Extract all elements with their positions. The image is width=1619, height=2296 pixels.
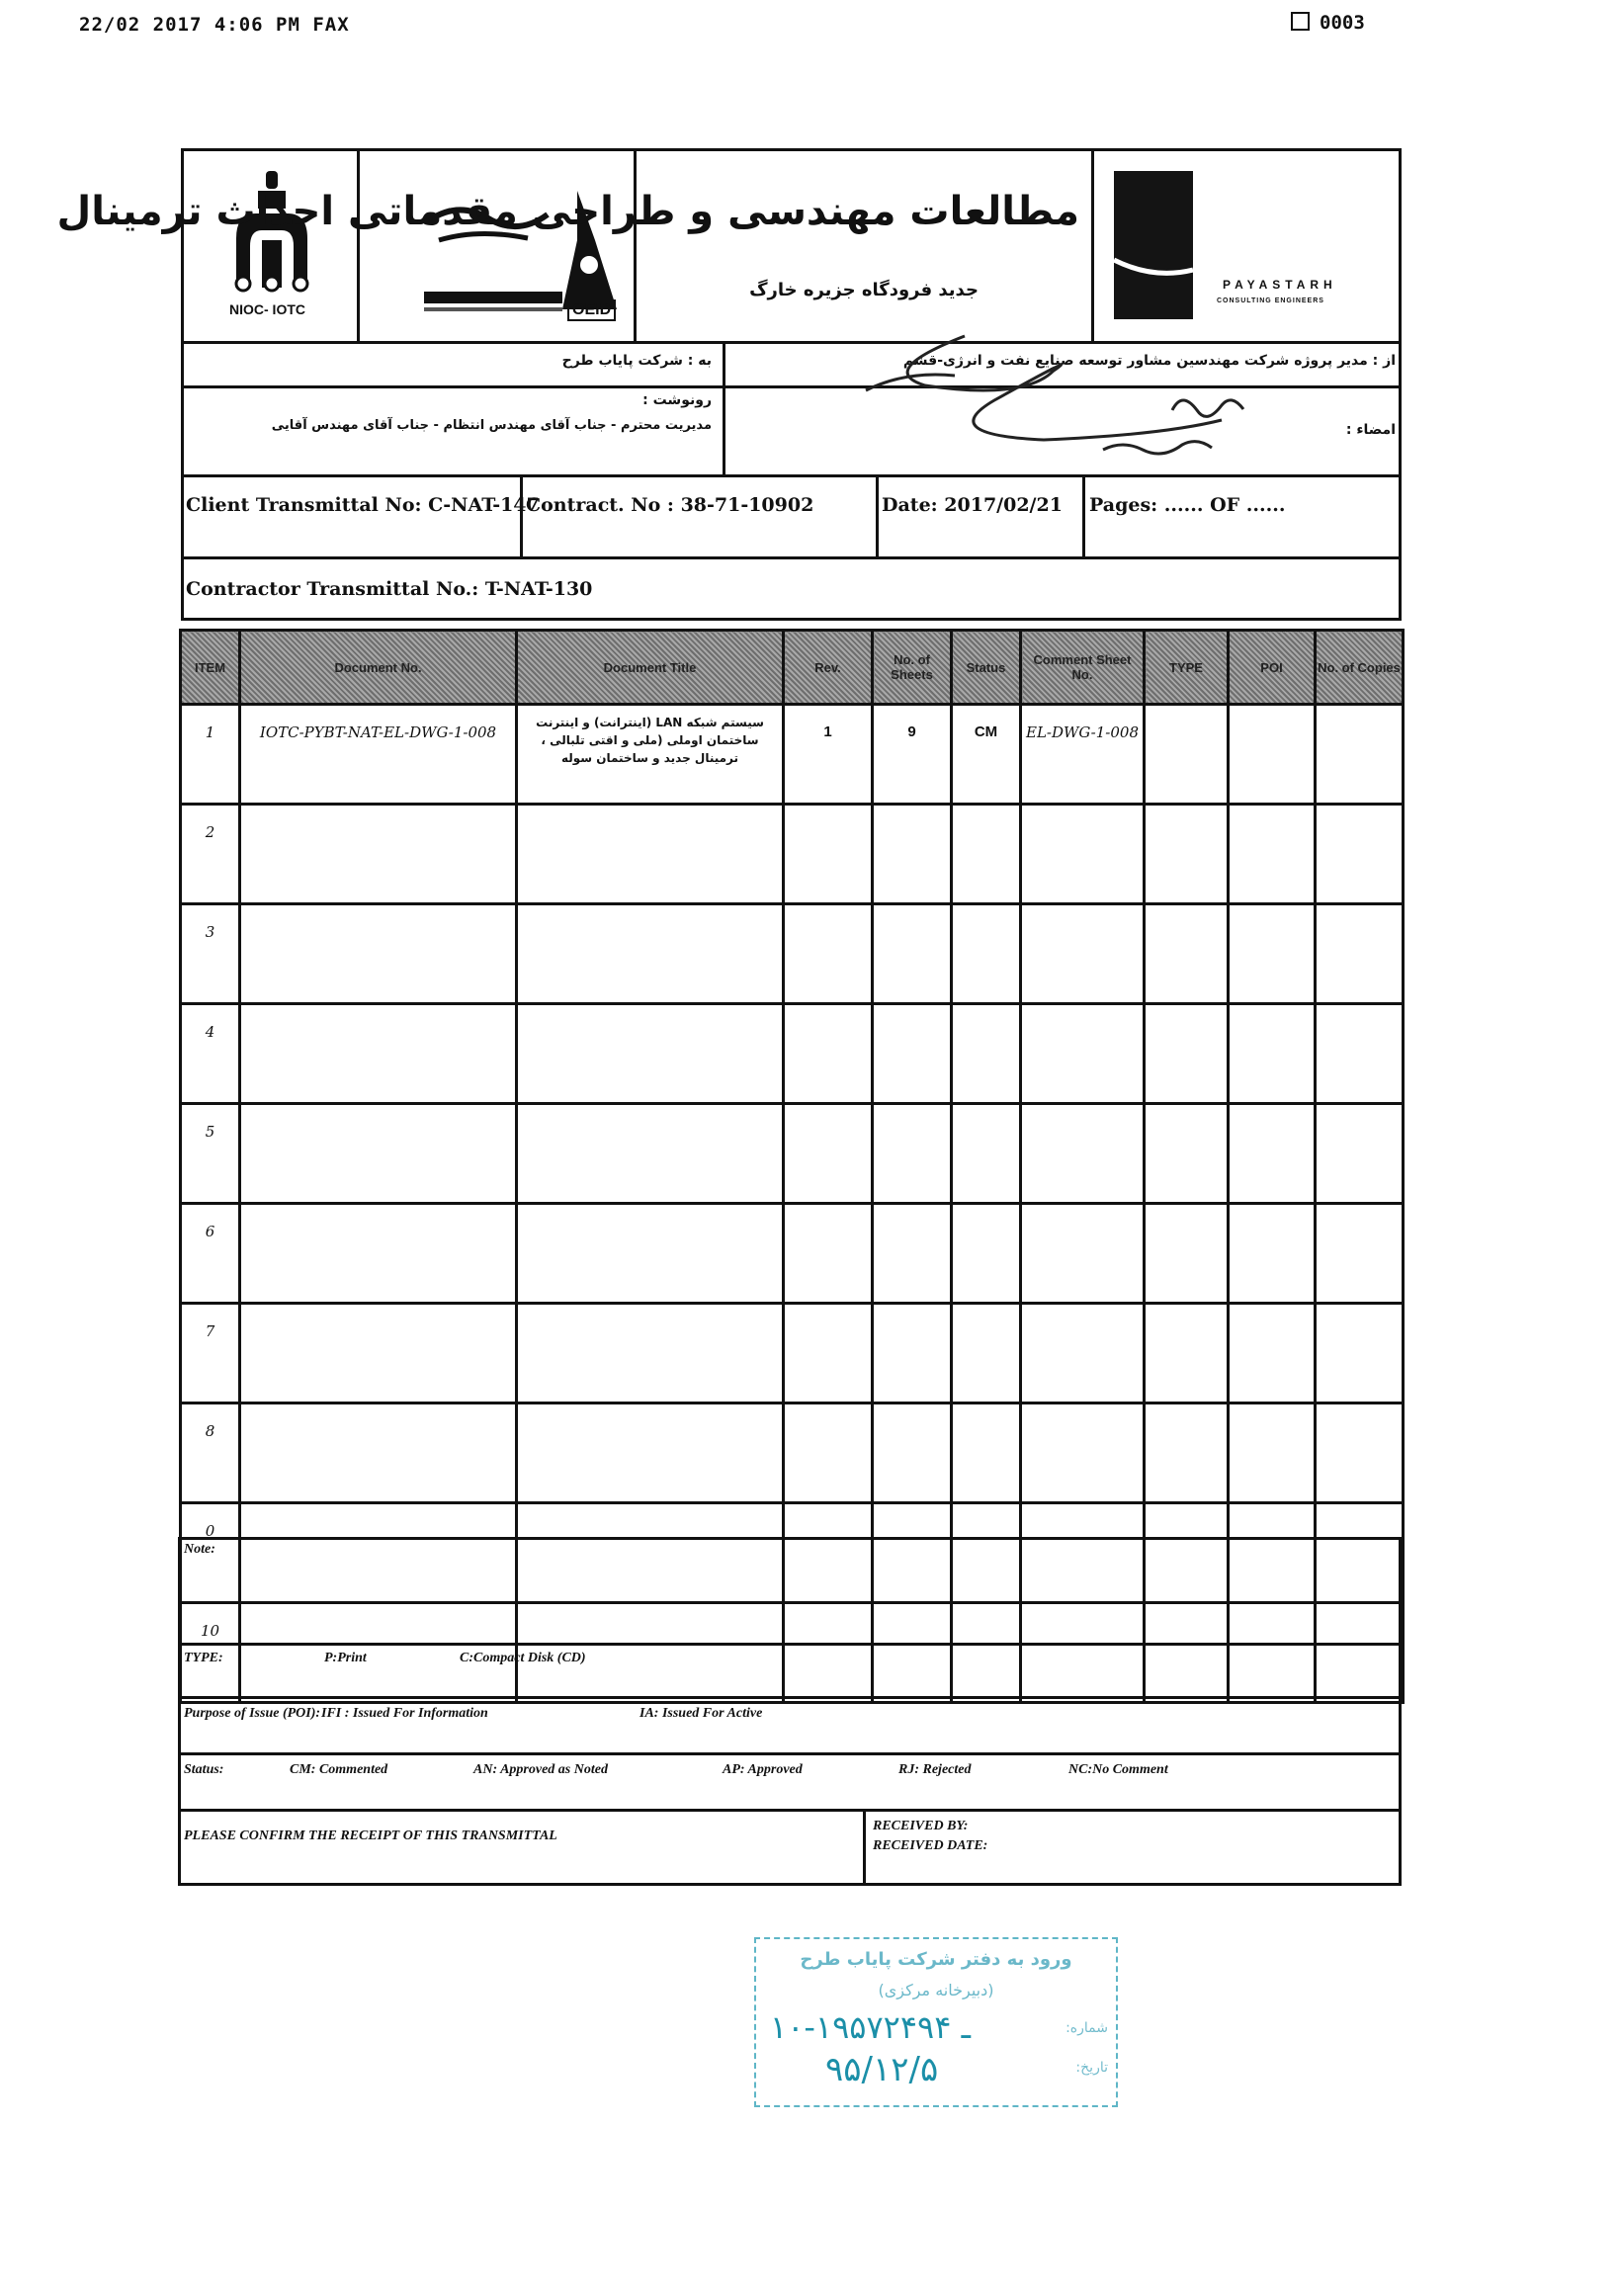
project-subtitle: جدید فرودگاه جزیره خارگ bbox=[749, 280, 979, 300]
table-header-row bbox=[181, 631, 1404, 705]
to-field: به : شرکت پایاب طرح bbox=[561, 353, 712, 369]
oeid-label: OEID bbox=[567, 299, 616, 321]
pages-field: Pages: ...... OF ...... bbox=[1089, 494, 1286, 516]
cell-comment bbox=[1021, 805, 1145, 904]
cell-title bbox=[517, 1104, 784, 1204]
contractor-transmittal-no: Contractor Transmittal No.: T-NAT-130 bbox=[186, 578, 593, 600]
cell-comment bbox=[1021, 1204, 1145, 1304]
confirm-block bbox=[178, 1809, 1402, 1886]
cell-copies bbox=[1316, 1204, 1404, 1304]
cell-copies bbox=[1316, 705, 1404, 805]
cell-type bbox=[1145, 1304, 1229, 1403]
received-by-label: RECEIVED BY: bbox=[873, 1819, 969, 1833]
handwritten-signature bbox=[846, 331, 1311, 469]
info-separator bbox=[1082, 474, 1085, 556]
cell-status bbox=[952, 1104, 1021, 1204]
status-legend bbox=[178, 1752, 1402, 1812]
cell-status bbox=[952, 1403, 1021, 1503]
cell-type bbox=[1145, 705, 1229, 805]
cell-rev bbox=[784, 1403, 873, 1503]
header-cell: ITEM bbox=[181, 631, 240, 705]
contractor-info-row bbox=[181, 556, 1402, 621]
cell-sheets bbox=[873, 1403, 952, 1503]
cell-title bbox=[517, 1304, 784, 1403]
cell-title bbox=[517, 1403, 784, 1503]
status-label: Status: bbox=[184, 1762, 224, 1777]
cell-comment bbox=[1021, 904, 1145, 1004]
status-nc: NC:No Comment bbox=[1068, 1762, 1168, 1777]
cell-copies bbox=[1316, 1403, 1404, 1503]
cell-title bbox=[517, 904, 784, 1004]
cell-poi bbox=[1229, 904, 1316, 1004]
table-row bbox=[181, 805, 1404, 904]
niocl-label: NIOC- IOTC bbox=[229, 301, 305, 317]
consultant-logo-cell bbox=[1094, 151, 1399, 341]
cell-doc-no bbox=[240, 1104, 517, 1204]
cell-doc-no bbox=[240, 805, 517, 904]
payastarh-logo-mark-icon bbox=[1114, 171, 1193, 319]
cell-title: سیستم شبکه LAN (اینترانت) و اینترنت ساختمان اوملی (ملی و اقتی تلبالی ، ترمینال جدید و ساختمان سوله bbox=[517, 705, 784, 805]
cell-poi bbox=[1229, 1204, 1316, 1304]
stamp-subtitle: (دبیرخانه مرکزی) bbox=[878, 1981, 994, 1999]
header-cell: Rev. bbox=[784, 631, 873, 705]
cell-poi bbox=[1229, 1403, 1316, 1503]
payastarh-swoosh-icon bbox=[1114, 250, 1193, 290]
cell-doc-no bbox=[240, 904, 517, 1004]
project-title: مطالعات مهندسی و طراحی مقدماتی احداث ترمینال bbox=[56, 189, 1079, 234]
cell-item: 0 bbox=[181, 1503, 240, 1603]
header-cell: Comment Sheet No. bbox=[1021, 631, 1145, 705]
stamp-title: ورود به دفتر شرکت پایاب طرح bbox=[800, 1949, 1072, 1970]
form-header bbox=[56, 148, 1402, 344]
cell-copies bbox=[1316, 904, 1404, 1004]
stamp-number: ۱۰-۱۹۵ـ ۷۲۴۹۴ bbox=[770, 2008, 971, 2046]
cell-sheets bbox=[873, 1004, 952, 1104]
table-row bbox=[181, 1304, 1404, 1403]
stamp-date-label: تاریخ: bbox=[1075, 2060, 1108, 2076]
type-label: TYPE: bbox=[184, 1651, 223, 1665]
cell-item: 1 bbox=[181, 705, 240, 805]
cell-item: 6 bbox=[181, 1204, 240, 1304]
cell-poi bbox=[1229, 1104, 1316, 1204]
cell-status bbox=[952, 904, 1021, 1004]
cell-comment bbox=[1021, 1403, 1145, 1503]
cell-comment bbox=[1021, 1304, 1145, 1403]
header-cell: POI bbox=[1229, 631, 1316, 705]
routing-block bbox=[181, 341, 1402, 477]
cell-type bbox=[1145, 1004, 1229, 1104]
cell-rev bbox=[784, 904, 873, 1004]
consultant-subtitle: CONSULTING ENGINEERS bbox=[1217, 298, 1324, 304]
cell-status bbox=[952, 805, 1021, 904]
signature-label: امضاء : bbox=[1345, 422, 1396, 438]
type-cd: C:Compact Disk (CD) bbox=[460, 1651, 586, 1665]
table-row bbox=[181, 705, 1404, 805]
cell-type bbox=[1145, 1104, 1229, 1204]
header-cell: No. of Sheets bbox=[873, 631, 952, 705]
cell-copies bbox=[1316, 1004, 1404, 1104]
cell-doc-no bbox=[240, 1004, 517, 1104]
cc-value: مدیریت محترم - جناب آقای مهندس انتظام - جناب آقای مهندس آقایی bbox=[271, 418, 712, 433]
cell-comment bbox=[1021, 1104, 1145, 1204]
cell-copies bbox=[1316, 1104, 1404, 1204]
fax-header-left: 22/02 2017 4:06 PM FAX bbox=[79, 14, 350, 36]
header-cell: No. of Copies bbox=[1316, 631, 1404, 705]
table-row bbox=[181, 1004, 1404, 1104]
niocl-logo-cell bbox=[184, 151, 360, 341]
cell-poi bbox=[1229, 1004, 1316, 1104]
header-cell: TYPE bbox=[1145, 631, 1229, 705]
from-field: از : مدیر پروژه شرکت مهندسین مشاور توسعه صنایع نفت و انرژی-قشم bbox=[902, 353, 1396, 369]
client-transmittal-no: Client Transmittal No: C-NAT-147 bbox=[186, 494, 540, 516]
cell-sheets bbox=[873, 904, 952, 1004]
cell-doc-no bbox=[240, 1304, 517, 1403]
confirm-divider bbox=[863, 1809, 866, 1883]
poi-label: Purpose of Issue (POI): bbox=[184, 1706, 321, 1721]
cell-item: 5 bbox=[181, 1104, 240, 1204]
cell-comment: EL-DWG-1-008 bbox=[1021, 705, 1145, 805]
cell-sheets bbox=[873, 1104, 952, 1204]
cell-title bbox=[517, 1004, 784, 1104]
cell-item: 4 bbox=[181, 1004, 240, 1104]
cell-doc-no bbox=[240, 1403, 517, 1503]
cell-item: 7 bbox=[181, 1304, 240, 1403]
cell-type bbox=[1145, 1204, 1229, 1304]
cell-copies bbox=[1316, 805, 1404, 904]
cell-item: 8 bbox=[181, 1403, 240, 1503]
stamp-number-label: شماره: bbox=[1065, 2020, 1108, 2036]
cell-type bbox=[1145, 904, 1229, 1004]
cell-status bbox=[952, 1004, 1021, 1104]
note-label: Note: bbox=[184, 1542, 215, 1557]
cell-doc-no: IOTC-PYBT-NAT-EL-DWG-1-008 bbox=[240, 705, 517, 805]
cc-label: رونوشت : bbox=[642, 392, 712, 408]
cell-poi bbox=[1229, 705, 1316, 805]
poi-ia: IA: Issued For Active bbox=[639, 1706, 763, 1721]
cell-rev bbox=[784, 805, 873, 904]
oeid-logo-cell bbox=[360, 151, 637, 341]
cell-rev bbox=[784, 1004, 873, 1104]
poi-legend bbox=[178, 1696, 1402, 1755]
cell-status bbox=[952, 1304, 1021, 1403]
type-print: P:Print bbox=[324, 1651, 367, 1665]
cell-status bbox=[952, 1204, 1021, 1304]
cell-rev bbox=[784, 1204, 873, 1304]
cell-item: 10 bbox=[181, 1603, 240, 1703]
cell-item: 2 bbox=[181, 805, 240, 904]
stamp-date: ۹۵/۱۲/۵ bbox=[825, 2050, 939, 2089]
transmittal-date: Date: 2017/02/21 bbox=[882, 494, 1063, 516]
routing-divider bbox=[723, 341, 725, 474]
table-row bbox=[181, 904, 1404, 1004]
cell-rev bbox=[784, 1304, 873, 1403]
cell-sheets: 9 bbox=[873, 705, 952, 805]
fax-page-value: 0003 bbox=[1320, 12, 1365, 34]
type-legend bbox=[178, 1643, 1402, 1699]
contract-no: Contract. No : 38-71-10902 bbox=[526, 494, 814, 516]
header-cell: Document No. bbox=[240, 631, 517, 705]
cell-sheets bbox=[873, 1204, 952, 1304]
table-row bbox=[181, 1204, 1404, 1304]
cell-copies bbox=[1316, 1304, 1404, 1403]
cell-rev bbox=[784, 1104, 873, 1204]
checkbox-icon bbox=[1291, 12, 1310, 31]
note-block bbox=[178, 1537, 1402, 1646]
cell-poi bbox=[1229, 805, 1316, 904]
cell-sheets bbox=[873, 805, 952, 904]
status-rj: RJ: Rejected bbox=[898, 1762, 972, 1777]
cell-title bbox=[517, 1204, 784, 1304]
table-row bbox=[181, 1403, 1404, 1503]
cell-type bbox=[1145, 805, 1229, 904]
consultant-name: PAYASTARH bbox=[1223, 278, 1337, 292]
status-ap: AP: Approved bbox=[723, 1762, 803, 1777]
status-cm: CM: Commented bbox=[290, 1762, 388, 1777]
fax-page-number bbox=[1291, 12, 1365, 34]
cell-doc-no bbox=[240, 1204, 517, 1304]
poi-ifi: IFI : Issued For Information bbox=[321, 1706, 488, 1721]
cell-poi bbox=[1229, 1304, 1316, 1403]
status-an: AN: Approved as Noted bbox=[473, 1762, 608, 1777]
cell-type bbox=[1145, 1403, 1229, 1503]
confirm-receipt-text: PLEASE CONFIRM THE RECEIPT OF THIS TRANSMITTAL bbox=[184, 1828, 557, 1843]
cell-item: 3 bbox=[181, 904, 240, 1004]
header-cell: Document Title bbox=[517, 631, 784, 705]
header-cell: Status bbox=[952, 631, 1021, 705]
cell-rev: 1 bbox=[784, 705, 873, 805]
transmittal-info-row bbox=[181, 474, 1402, 559]
info-separator bbox=[876, 474, 879, 556]
received-date-label: RECEIVED DATE: bbox=[873, 1838, 988, 1853]
cell-sheets bbox=[873, 1304, 952, 1403]
table-row bbox=[181, 1104, 1404, 1204]
incoming-stamp bbox=[754, 1937, 1118, 2107]
cell-title bbox=[517, 805, 784, 904]
cell-comment bbox=[1021, 1004, 1145, 1104]
cell-status: CM bbox=[952, 705, 1021, 805]
